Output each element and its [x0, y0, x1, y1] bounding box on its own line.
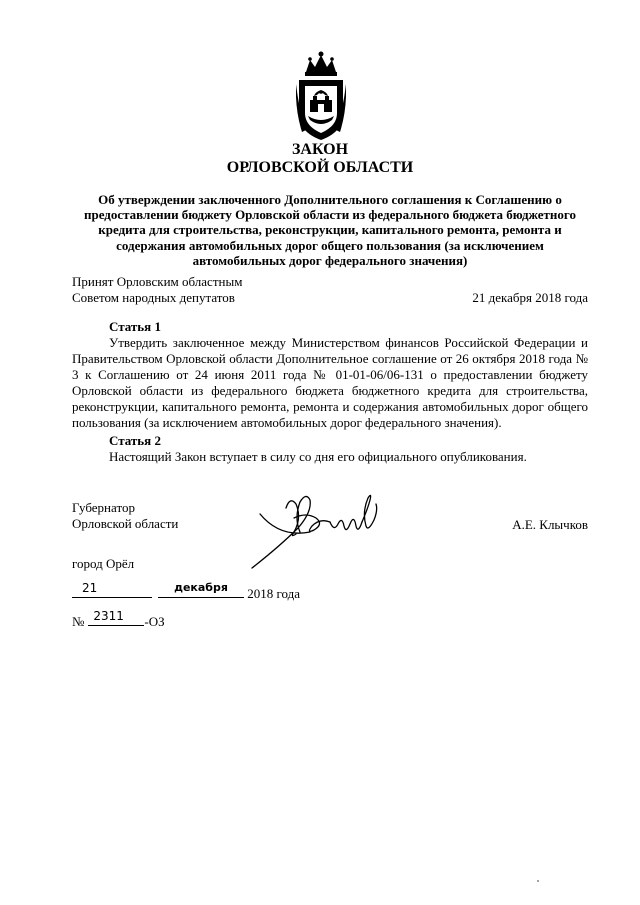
number-field: [88, 611, 144, 626]
adoption-block: [72, 274, 242, 306]
number-sign: №: [72, 614, 85, 629]
article-1-text: Утвердить заключенное между Министерством финансов Российской Федерации и Правительством Орловской области Дополнительное соглашение от 26 октября 2018 года № 3 к Соглашению от 24 июня 2011 года № 01-01-06/06-131 о предоставлении бюджету Орловской области из федерального бюджета бюджетного кредита для строительства, реконструкции, капитального ремонта, ремонта и содержания автомобильных дорог общего пользования (за исключением автомобильных дорог федерального значения).: [72, 335, 588, 430]
governor-name: А.Е. Клычков: [512, 517, 588, 532]
number-value: 2311: [93, 609, 124, 623]
article-1-title: Статья 1: [109, 319, 161, 334]
day-field: [72, 583, 152, 598]
handwritten-signature: [250, 488, 390, 570]
adoption-line-2: Советом народных депутатов: [72, 290, 235, 305]
page-speck: [537, 880, 539, 882]
law-title: ЗАКОН: [291, 141, 349, 158]
day-value: 21: [82, 581, 98, 595]
month-value: декабря: [174, 581, 228, 594]
law-number: [72, 611, 165, 630]
article-2-text: Настоящий Закон вступает в силу со дня его официального опубликования.: [109, 449, 527, 464]
article-2-title: Статья 2: [109, 433, 161, 448]
signing-date: [72, 583, 372, 602]
year-text: 2018 года: [247, 586, 301, 601]
law-region: ОРЛОВСКОЙ ОБЛАСТИ: [226, 159, 414, 176]
signatory-title-line-2: Орловской области: [72, 516, 179, 531]
signatory-title: [72, 500, 178, 532]
coat-of-arms-emblem: [296, 50, 346, 142]
signatory-title-line-1: Губернатор: [72, 500, 135, 515]
month-field: [158, 583, 244, 598]
adoption-line-1: Принят Орловским областным: [72, 274, 243, 289]
city-label: город Орёл: [72, 556, 135, 571]
document-heading: Об утверждении заключенного Дополнительного соглашения к Соглашению о предоставлении бюджету Орловской области из федерального бюджета бюджетного кредита для строительства, реконструкции, капитального ремонта, ремонта и содержания автомобильных дорог общего пользования (за исключением автомобильных дорог федерального значения): [83, 192, 577, 268]
adoption-date: 21 декабря 2018 года: [472, 290, 588, 305]
number-suffix: -ОЗ: [144, 614, 165, 629]
